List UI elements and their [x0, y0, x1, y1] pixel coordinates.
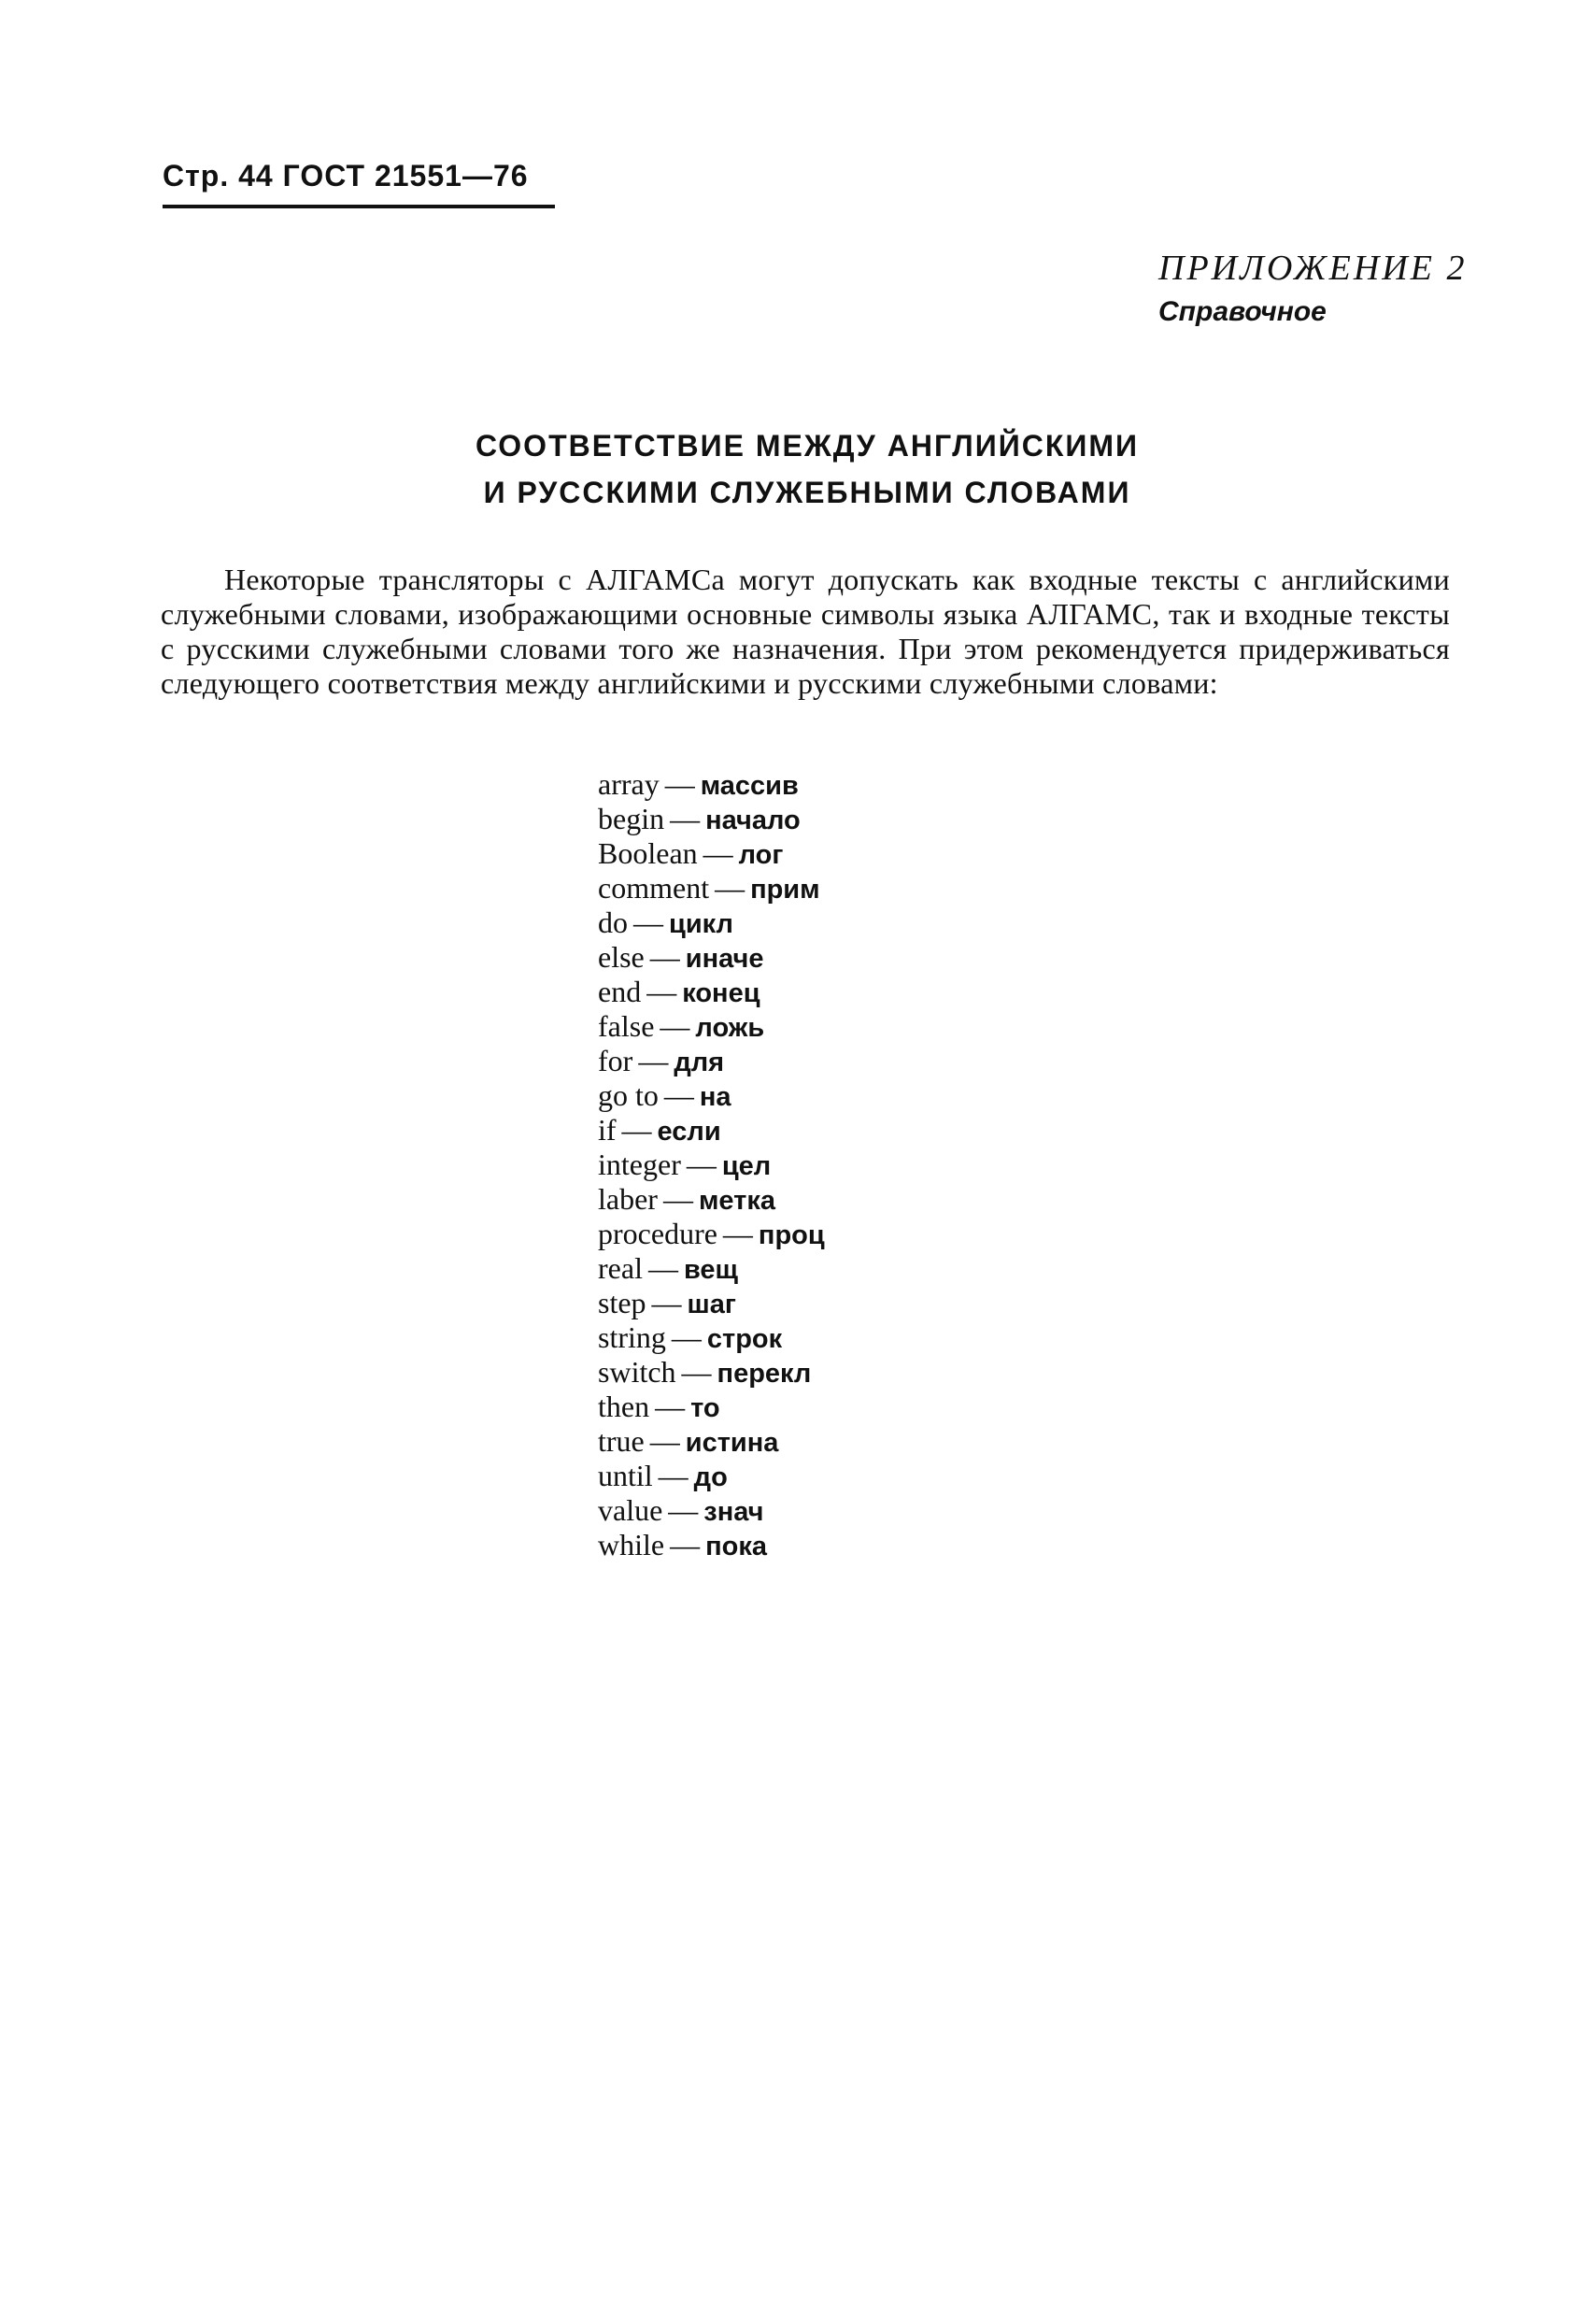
russian-word: ложь	[695, 1013, 765, 1043]
english-word: switch	[598, 1355, 676, 1389]
russian-word: начало	[705, 806, 801, 835]
separator-dash: —	[649, 1424, 680, 1458]
russian-word: до	[693, 1462, 728, 1492]
russian-word: знач	[703, 1497, 764, 1527]
separator-dash: —	[621, 1113, 652, 1147]
english-word: if	[598, 1113, 617, 1147]
english-word: laber	[598, 1182, 658, 1216]
english-word: procedure	[598, 1217, 717, 1250]
separator-dash: —	[670, 802, 701, 835]
word-pair	[598, 1356, 1158, 1390]
word-pair	[598, 1460, 1158, 1494]
word-pair	[598, 1425, 1158, 1460]
page-label: Стр. 44	[163, 159, 274, 192]
document-title-line-1: СООТВЕТСТВИЕ МЕЖДУ АНГЛИЙСКИМИ	[475, 429, 1140, 463]
russian-word: метка	[698, 1186, 775, 1216]
separator-dash: —	[681, 1355, 712, 1389]
separator-dash: —	[633, 905, 663, 939]
appendix-label	[1158, 248, 1467, 328]
english-word: while	[598, 1528, 665, 1561]
page-header	[163, 159, 555, 208]
russian-word: строк	[706, 1324, 783, 1354]
english-word: true	[598, 1424, 645, 1458]
word-pair	[598, 1287, 1158, 1321]
separator-dash: —	[722, 1217, 753, 1250]
separator-dash: —	[660, 1009, 690, 1043]
english-word: integer	[598, 1148, 681, 1181]
appendix-title: ПРИЛОЖЕНИЕ 2	[1158, 249, 1468, 288]
english-word: string	[598, 1320, 666, 1354]
english-word: real	[598, 1251, 643, 1285]
word-pair	[598, 976, 1158, 1010]
word-pair	[598, 1252, 1158, 1287]
separator-dash: —	[715, 871, 745, 905]
standard-number: ГОСТ 21551—76	[282, 159, 529, 192]
word-pair	[598, 1079, 1158, 1114]
word-pair	[598, 906, 1158, 941]
word-pair	[598, 941, 1158, 976]
russian-word: массив	[700, 771, 799, 801]
separator-dash: —	[668, 1493, 699, 1527]
header-rule	[163, 205, 555, 208]
english-word: until	[598, 1459, 653, 1492]
english-word: value	[598, 1493, 663, 1527]
word-pair	[598, 872, 1158, 906]
english-word: comment	[598, 871, 710, 905]
russian-word: иначе	[685, 944, 764, 974]
appendix-subtitle: Справочное	[1158, 296, 1327, 327]
russian-word: истина	[685, 1428, 779, 1458]
english-word: begin	[598, 802, 665, 835]
separator-dash: —	[638, 1044, 669, 1077]
intro-paragraph: Некоторые трансляторы с АЛГАМСа могут допускать как входные тексты с английскими служебными словами, изображающими основные символы языка АЛГАМС, так и входные тексты с русскими служебными словами того же назначения. При этом рекомендуется придерживаться следующего соответствия между английскими и русскими служебными словами:	[161, 563, 1450, 700]
separator-dash: —	[658, 1459, 689, 1492]
word-pair	[598, 1494, 1158, 1529]
separator-dash: —	[662, 1182, 693, 1216]
russian-word: проц	[758, 1220, 825, 1250]
word-pair	[598, 768, 1158, 803]
russian-word: если	[657, 1117, 721, 1147]
english-word: end	[598, 975, 642, 1008]
separator-dash: —	[664, 767, 695, 801]
word-correspondence-list	[598, 768, 1158, 1563]
word-pair	[598, 1390, 1158, 1425]
russian-word: лог	[738, 840, 784, 870]
english-word: array	[598, 767, 660, 801]
document-title	[163, 422, 1452, 516]
separator-dash: —	[647, 1251, 678, 1285]
document-title-line-2: И РУССКИМИ СЛУЖЕБНЫМИ СЛОВАМИ	[483, 476, 1131, 509]
word-pair	[598, 1114, 1158, 1148]
english-word: Boolean	[598, 836, 698, 870]
separator-dash: —	[703, 836, 733, 870]
english-word: false	[598, 1009, 655, 1043]
separator-dash: —	[670, 1528, 701, 1561]
separator-dash: —	[649, 940, 680, 974]
separator-dash: —	[651, 1286, 682, 1319]
separator-dash: —	[655, 1390, 686, 1423]
word-pair	[598, 803, 1158, 837]
word-pair	[598, 1183, 1158, 1218]
english-word: go to	[598, 1078, 659, 1112]
separator-dash: —	[663, 1078, 694, 1112]
russian-word: на	[699, 1082, 731, 1112]
word-pair	[598, 837, 1158, 872]
word-pair	[598, 1529, 1158, 1563]
russian-word: для	[674, 1048, 725, 1077]
russian-word: пока	[705, 1532, 767, 1561]
english-word: do	[598, 905, 628, 939]
english-word: for	[598, 1044, 633, 1077]
russian-word: вещ	[683, 1255, 738, 1285]
word-pair	[598, 1321, 1158, 1356]
separator-dash: —	[646, 975, 677, 1008]
word-pair	[598, 1218, 1158, 1252]
english-word: else	[598, 940, 645, 974]
russian-word: то	[690, 1393, 720, 1423]
russian-word: конец	[682, 978, 760, 1008]
russian-word: прим	[750, 875, 820, 905]
word-pair	[598, 1045, 1158, 1079]
separator-dash: —	[686, 1148, 717, 1181]
separator-dash: —	[671, 1320, 702, 1354]
russian-word: перекл	[717, 1359, 812, 1389]
english-word: step	[598, 1286, 646, 1319]
word-pair	[598, 1010, 1158, 1045]
word-pair	[598, 1148, 1158, 1183]
russian-word: шаг	[687, 1290, 736, 1319]
english-word: then	[598, 1390, 650, 1423]
page-header-text	[163, 159, 555, 193]
russian-word: цел	[721, 1151, 772, 1181]
russian-word: цикл	[669, 909, 733, 939]
